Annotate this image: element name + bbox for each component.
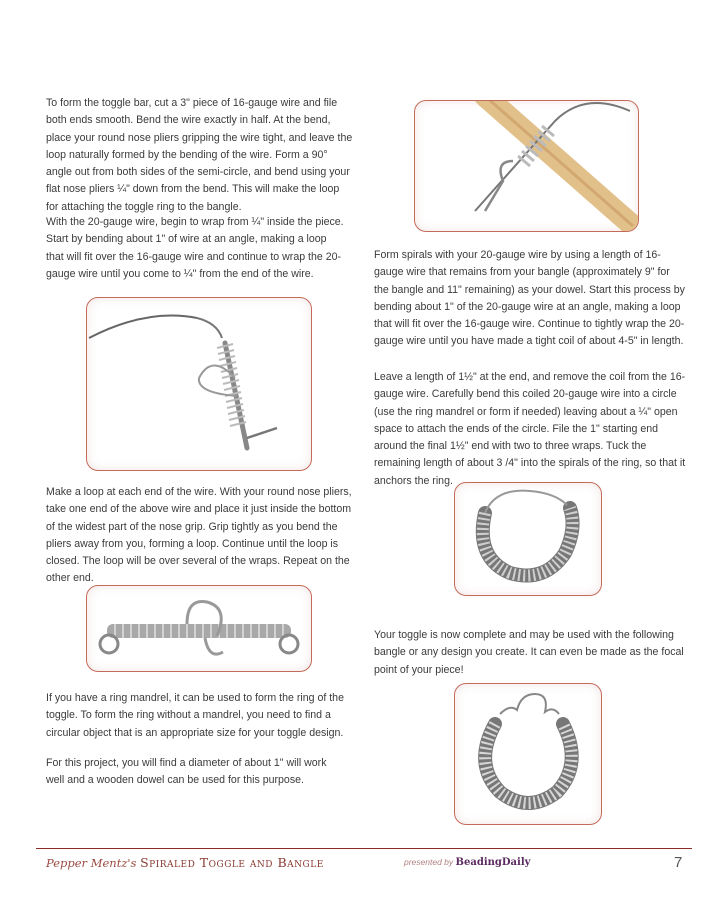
photo-finished-toggle-ring — [454, 683, 602, 825]
footer-author: Pepper Mentz's — [46, 856, 137, 870]
coiled-ring-illustration — [455, 483, 601, 595]
paragraph-toggle-bar: To form the toggle bar, cut a 3" piece of 16-gauge wire and file both ends smooth. Bend the wire exactly in half. At the bend, place your round nose pliers gripping the wire tight, and leave the loop naturally formed by the bending of the wire. Form a 90° angle out from both sides of the semi-circle, and bend using your flat nose pliers ¼" down from the bend. This will make the loop for attaching the toggle ring to the bangle. — [46, 97, 353, 213]
footer-divider — [36, 848, 692, 849]
wire-wrap-illustration — [87, 298, 311, 470]
footer-project-title: Spiraled Toggle and Bangle — [140, 855, 324, 870]
photo-finished-toggle-bar — [86, 585, 312, 672]
photo-wire-on-dowel — [414, 100, 639, 232]
paragraph-make-loop: Make a loop at each end of the wire. With your round nose pliers, take one end of the above wire and place it just inside the bottom of the widest part of the nose grip. Grip tightly as you bend the pliers away from you, forming a loop. Continue until the loop is closed. The loop will be over several of the wraps. Repeat on the other end. — [46, 486, 352, 585]
toggle-ring-illustration — [455, 684, 601, 824]
photo-coiled-ring — [454, 482, 602, 596]
paragraph-toggle-complete: Your toggle is now complete and may be used with the following bangle or any design you create. It can even be made as the focal point of your piece! — [374, 629, 684, 676]
page-number: 7 — [674, 854, 683, 871]
dowel-illustration — [415, 101, 638, 231]
paragraph-wrap-20-gauge: With the 20-gauge wire, begin to wrap from ¼" inside the piece. Start by bending about 1" of wire at an angle, making a loop that will fit over the 16-gauge wire and continue to wrap the 20-gauge wire until you come to ¼" from the end of the wire. — [46, 216, 344, 280]
toggle-bar-illustration — [87, 586, 311, 671]
footer-presented-by — [404, 857, 530, 868]
paragraph-form-spirals: Form spirals with your 20-gauge wire by using a length of 16-gauge wire that remains from your bangle (approximately 9" for the bangle and 11" remaining) as your dowel. Start this process by bending about 1" of the 20-gauge wire at an angle, making a loop that will fit over the 16-gauge wire. Continue to tightly wrap the 20-gauge wire until you have made a tight coil of about 4-5" in length. — [374, 249, 685, 348]
photo-wrapping-toggle-bar — [86, 297, 312, 471]
paragraph-dowel: For this project, you will find a diameter of about 1" will work well and a wooden dowel can be used for this purpose. — [46, 757, 327, 787]
beading-daily-logo: BeadingDaily — [455, 857, 531, 868]
paragraph-ring-mandrel: If you have a ring mandrel, it can be used to form the ring of the toggle. To form the ring without a mandrel, you need to find a circular object that is an appropriate size for your toggle design. — [46, 692, 344, 739]
footer-title — [46, 855, 324, 870]
paragraph-leave-length: Leave a length of 1½" at the end, and remove the coil from the 16-gauge wire. Carefully bend this coiled 20-gauge wire into a circle (use the ring mandrel or form if needed) leaving about a ¼" open space to attach the ends of the circle. File the 1" starting end around the final 1½" end with two to three wraps. Tuck the remaining length of about 3 /4" into the spirals of the ring, so that it anchors the ring. — [374, 371, 686, 487]
presented-by-label: presented by — [404, 857, 454, 867]
